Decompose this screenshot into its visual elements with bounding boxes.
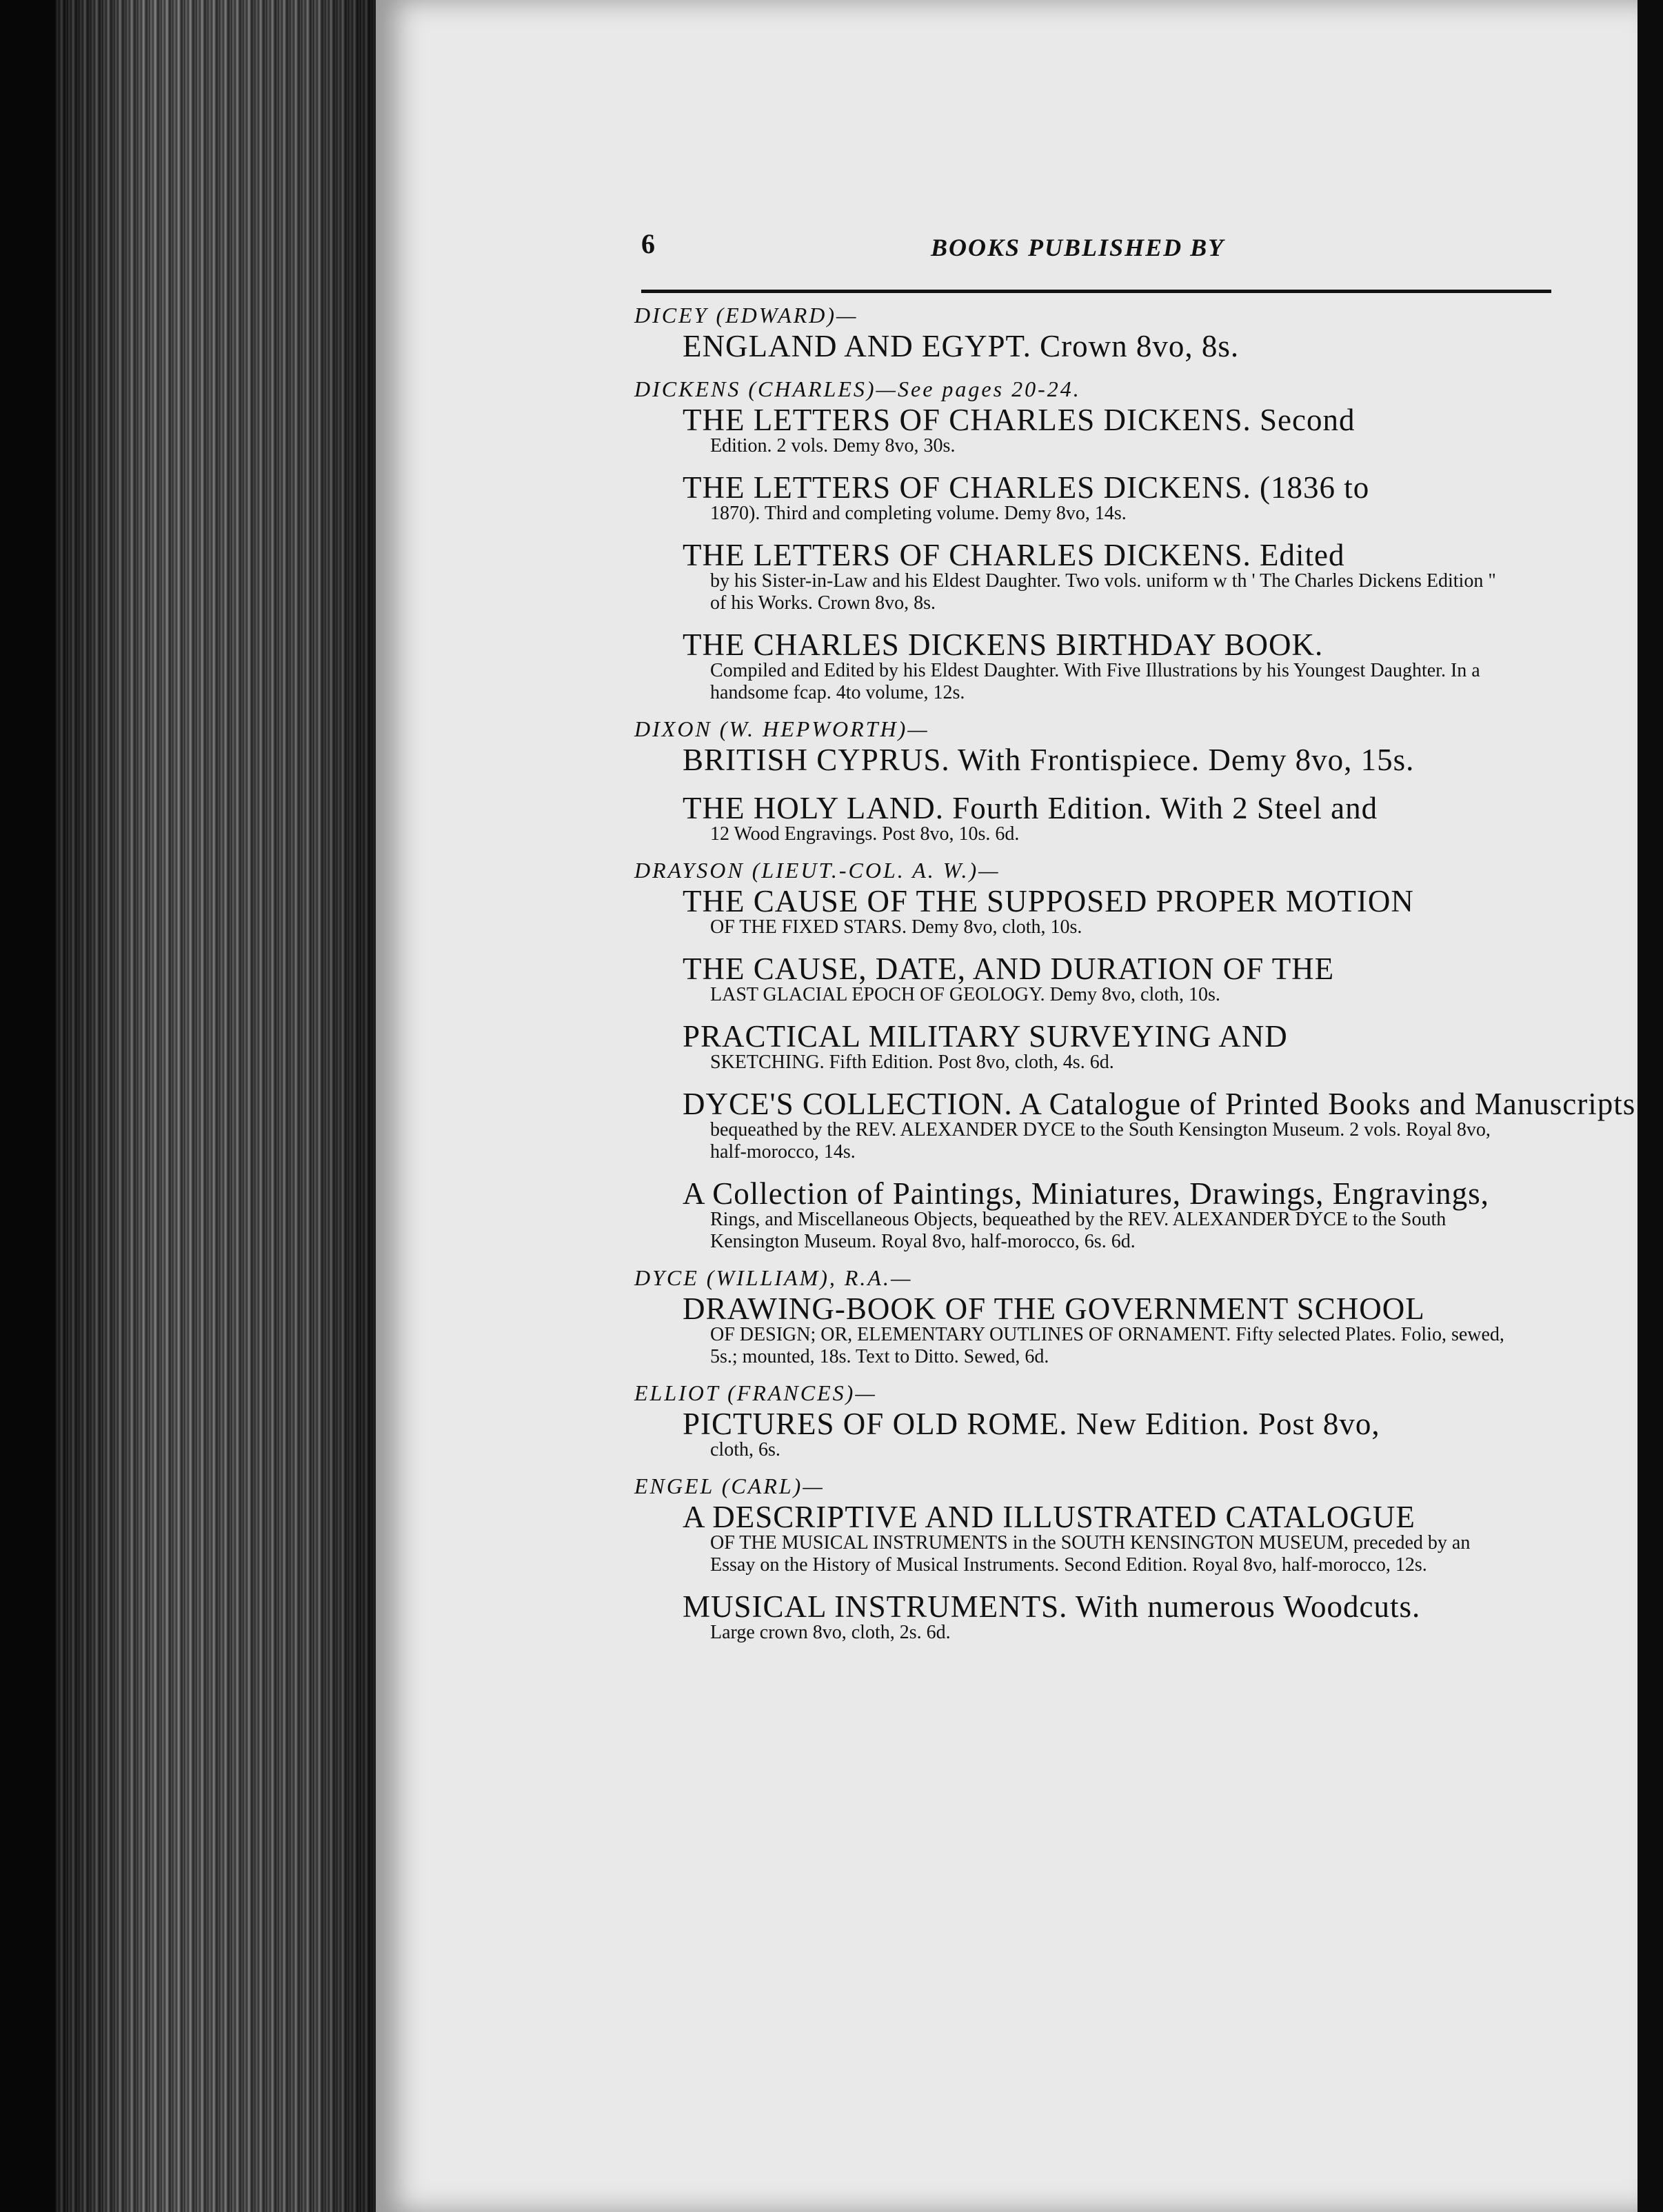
catalogue-entry <box>607 376 1551 704</box>
book-description: Edition. 2 vols. Demy 8vo, 30s. <box>710 435 956 456</box>
book-description: 12 Wood Engravings. Post 8vo, 10s. 6d. <box>710 823 1020 845</box>
book-listing <box>607 328 1551 364</box>
catalogue-entry <box>607 858 1551 1074</box>
book-title: THE HOLY LAND. Fourth Edition. With 2 Steel and <box>683 791 1378 825</box>
catalogue-entries <box>607 303 1636 1644</box>
book-listing <box>607 883 1551 938</box>
book-description: OF THE MUSICAL INSTRUMENTS in the SOUTH KENSINGTON MUSEUM, preceded by an Essay on the History of Musical Instruments. Second Edition. Royal 8vo, half-morocco, 12s. <box>710 1532 1471 1576</box>
author-heading: ELLIOT (FRANCES)— <box>634 1380 877 1405</box>
book-description: Compiled and Edited by his Eldest Daughter. With Five Illustrations by his Youngest Daughter. In a handsome fcap. 4to volume, 12s. <box>710 660 1480 703</box>
book-title: MUSICAL INSTRUMENTS. With numerous Woodcuts. <box>683 1589 1421 1624</box>
book-description: Rings, and Miscellaneous Objects, bequeathed by the REV. ALEXANDER DYCE to the South Kensington Museum. Royal 8vo, half-morocco, 6s. 6d. <box>710 1209 1447 1252</box>
catalogue-entry <box>607 1265 1551 1368</box>
book-title: THE LETTERS OF CHARLES DICKENS. (1836 to <box>683 470 1370 505</box>
catalogue-entry <box>607 716 1551 845</box>
book-title: BRITISH CYPRUS. With Frontispiece. Demy 8vo, 15s. <box>683 743 1415 777</box>
book-description: Large crown 8vo, cloth, 2s. 6d. <box>710 1622 951 1643</box>
book-description: OF THE FIXED STARS. Demy 8vo, cloth, 10s. <box>710 916 1082 938</box>
book-description: cloth, 6s. <box>710 1439 780 1460</box>
header-rule <box>641 290 1551 293</box>
book-description: bequeathed by the REV. ALEXANDER DYCE to the South Kensington Museum. 2 vols. Royal 8vo, half-morocco, 14s. <box>710 1119 1491 1163</box>
book-title: THE LETTERS OF CHARLES DICKENS. Edited <box>683 538 1345 572</box>
page-right-edge <box>1637 0 1663 2212</box>
page-number: 6 <box>641 228 655 259</box>
book-title: THE CAUSE OF THE SUPPOSED PROPER MOTION <box>683 884 1414 918</box>
book-listing <box>607 1176 1551 1253</box>
book-listing <box>607 1018 1551 1074</box>
book-title: A DESCRIPTIVE AND ILLUSTRATED CATALOGUE <box>683 1500 1415 1534</box>
book-title: THE LETTERS OF CHARLES DICKENS. Second <box>683 403 1355 437</box>
book-listing <box>607 1086 1636 1163</box>
book-title: DRAWING-BOOK OF THE GOVERNMENT SCHOOL <box>683 1291 1425 1326</box>
book-description: 1870). Third and completing volume. Demy 8vo, 14s. <box>710 503 1127 524</box>
book-listing <box>607 1291 1551 1368</box>
book-description: LAST GLACIAL EPOCH OF GEOLOGY. Demy 8vo, cloth, 10s. <box>710 984 1220 1005</box>
running-head <box>607 228 1551 276</box>
book-title: A Collection of Paintings, Miniatures, Drawings, Engravings, <box>683 1176 1489 1211</box>
book-listing <box>607 537 1551 614</box>
book-listing <box>607 951 1551 1006</box>
book-listing <box>607 790 1551 845</box>
book-listing <box>607 1499 1551 1576</box>
book-listing <box>607 627 1551 704</box>
book-title: THE CAUSE, DATE, AND DURATION OF THE <box>683 952 1335 986</box>
author-heading: DICKENS (CHARLES)—See pages 20-24. <box>634 376 1081 401</box>
book-page-edges <box>55 0 379 2212</box>
book-listing <box>607 402 1551 457</box>
book-title: PRACTICAL MILITARY SURVEYING AND <box>683 1019 1288 1054</box>
book-listing <box>607 742 1551 778</box>
author-heading: DRAYSON (LIEUT.-COL. A. W.)— <box>634 858 1000 883</box>
book-title: PICTURES OF OLD ROME. New Edition. Post 8vo, <box>683 1407 1380 1441</box>
book-title: THE CHARLES DICKENS BIRTHDAY BOOK. <box>683 627 1324 662</box>
catalogue-entry <box>607 1474 1551 1644</box>
author-heading: ENGEL (CARL)— <box>634 1474 825 1498</box>
book-description: SKETCHING. Fifth Edition. Post 8vo, cloth, 4s. 6d. <box>710 1052 1114 1073</box>
catalogue-entry <box>607 303 1551 364</box>
catalogue-entry <box>607 1086 1636 1253</box>
book-title: ENGLAND AND EGYPT. Crown 8vo, 8s. <box>683 329 1240 363</box>
catalogue-entry <box>607 1380 1551 1461</box>
header-title: BOOKS PUBLISHED BY <box>931 234 1225 261</box>
author-heading: DYCE (WILLIAM), R.A.— <box>634 1265 913 1290</box>
book-listing <box>607 1589 1551 1644</box>
page-content <box>607 228 1636 1656</box>
book-listing <box>607 1406 1551 1461</box>
author-heading: DICEY (EDWARD)— <box>634 303 858 328</box>
book-title: DYCE'S COLLECTION. A Catalogue of Printed Books and Manuscripts <box>683 1087 1636 1121</box>
book-description: by his Sister-in-Law and his Eldest Daughter. Two vols. uniform w th ' The Charles Dickens Edition " of his Works. Crown 8vo, 8s. <box>710 570 1496 614</box>
book-listing <box>607 470 1551 525</box>
author-heading: DIXON (W. HEPWORTH)— <box>634 716 929 741</box>
book-description: OF DESIGN; OR, ELEMENTARY OUTLINES OF ORNAMENT. Fifty selected Plates. Folio, sewed, 5s.; mounted, 18s. Text to Ditto. Sewed, 6d. <box>710 1324 1504 1367</box>
